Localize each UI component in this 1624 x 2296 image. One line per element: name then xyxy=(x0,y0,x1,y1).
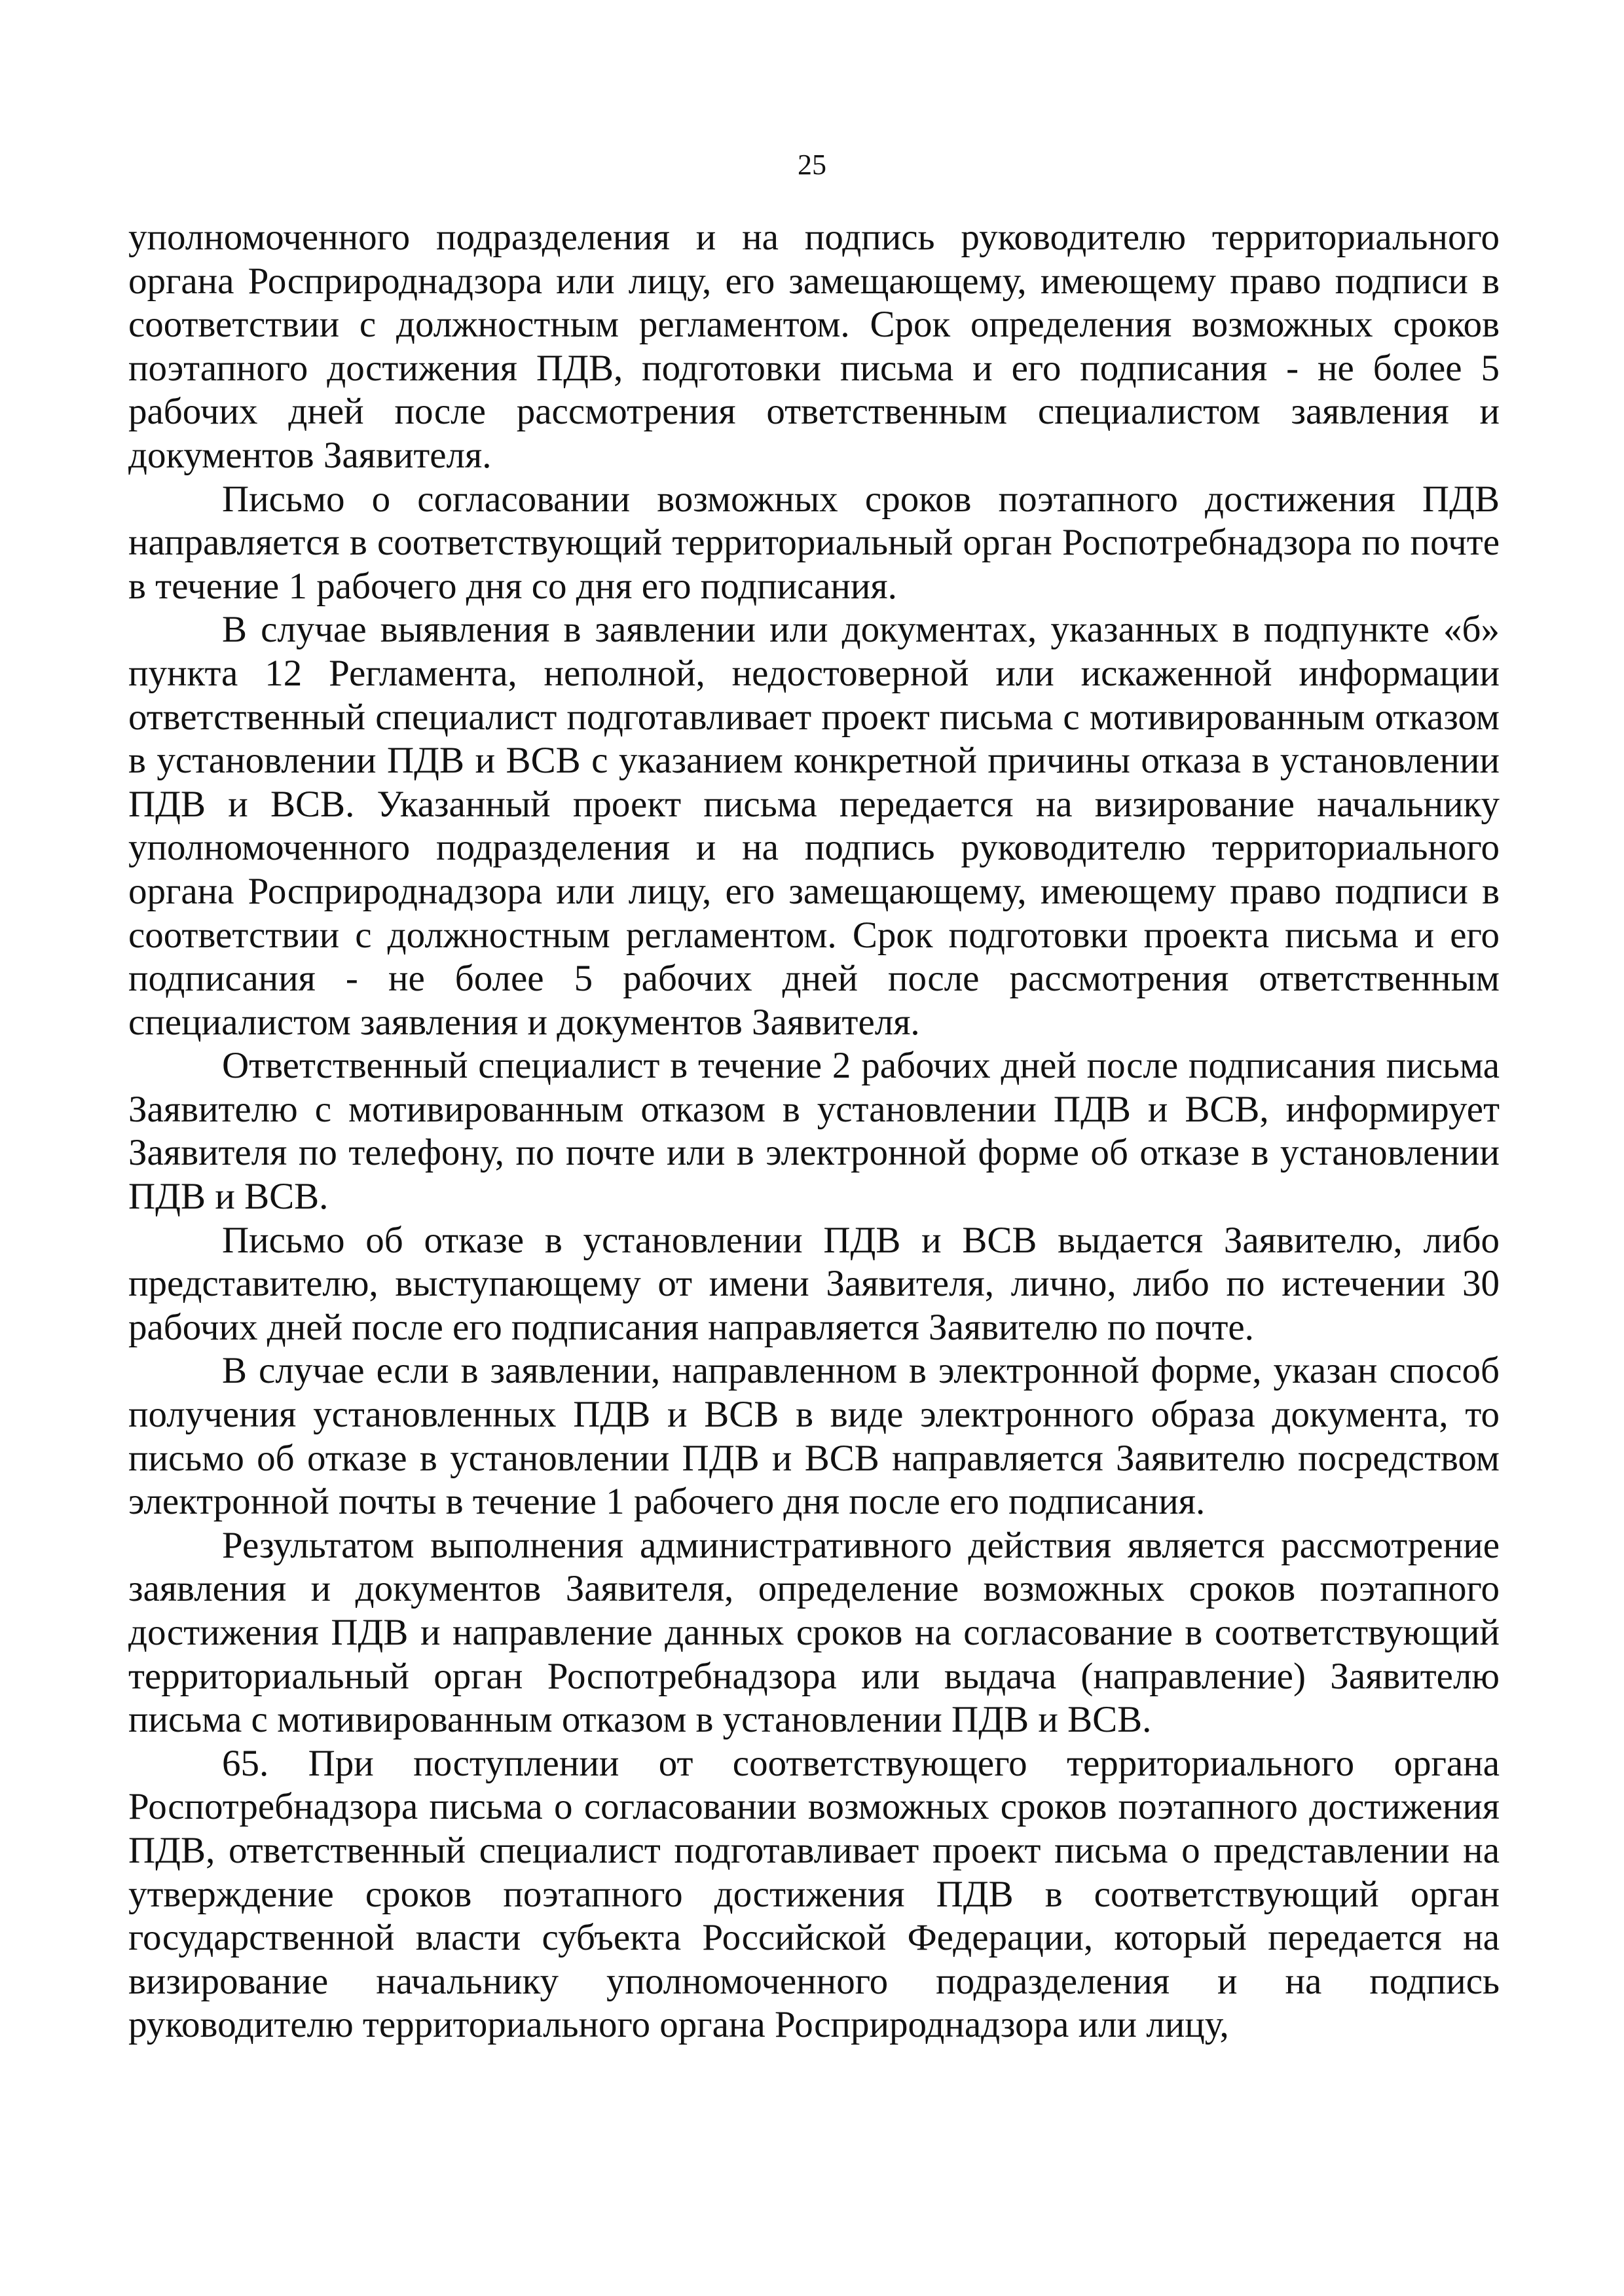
paragraph-item-65: 65. При поступлении от соответствующего территориального органа Роспотребнадзора письма о согласовании возможных сроков поэтапного достижения ПДВ, ответственный специалист подготавливает проект письма о представлении на утверждение сроков поэтапного достижения ПДВ в соответствующий орган государственной власти субъекта Российской Федерации, который передается на визирование начальнику уполномоченного подразделения и на подпись руководителю территориального органа Росприроднадзора или лицу, xyxy=(128,1742,1500,2046)
paragraph-letter-sending: Письмо о согласовании возможных сроков поэтапного достижения ПДВ направляется в соответствующий территориальный орган Роспотребнадзора по почте в течение 1 рабочего дня со дня его подписания. xyxy=(128,478,1500,607)
paragraph-incomplete-info: В случае выявления в заявлении или документах, указанных в подпункте «б» пункта 12 Регламента, неполной, недостоверной или искаженной информации ответственный специалист подготавливает проект письма с мотивированным отказом в установлении ПДВ и ВСВ с указанием конкретной причины отказа в установлении ПДВ и ВСВ. Указанный проект письма передается на визирование начальнику уполномоченного подразделения и на подпись руководителю территориального органа Росприроднадзора или лицу, его замещающему, имеющему право подписи в соответствии с должностным регламентом. Срок подготовки проекта письма и его подписания - не более 5 рабочих дней после рассмотрения ответственным специалистом заявления и документов Заявителя. xyxy=(128,609,1500,1043)
paragraph-electronic-form: В случае если в заявлении, направленном в электронной форме, указан способ получения установленных ПДВ и ВСВ в виде электронного образа документа, то письмо об отказе в установлении ПДВ и ВСВ направляется Заявителю посредством электронной почты в течение 1 рабочего дня после его подписания. xyxy=(128,1350,1500,1523)
document-body xyxy=(128,216,1500,2047)
page-number: 25 xyxy=(798,149,826,181)
paragraph-inform-applicant: Ответственный специалист в течение 2 рабочих дней после подписания письма Заявителю с мотивированным отказом в установлении ПДВ и ВСВ, информирует Заявителя по телефону, по почте или в электронной форме об отказе в установлении ПДВ и ВСВ. xyxy=(128,1045,1500,1218)
paragraph-continuation: уполномоченного подразделения и на подпись руководителю территориального органа Росприроднадзора или лицу, его замещающему, имеющему право подписи в соответствии с должностным регламентом. Срок определения возможных сроков поэтапного достижения ПДВ, подготовки письма и его подписания - не более 5 рабочих дней после рассмотрения ответственным специалистом заявления и документов Заявителя. xyxy=(128,217,1500,476)
paragraph-refusal-delivery: Письмо об отказе в установлении ПДВ и ВСВ выдается Заявителю, либо представителю, выступающему от имени Заявителя, лично, либо по истечении 30 рабочих дней после его подписания направляется Заявителю по почте. xyxy=(128,1219,1500,1348)
paragraph-result: Результатом выполнения административного действия является рассмотрение заявления и документов Заявителя, определение возможных сроков поэтапного достижения ПДВ и направление данных сроков на согласование в соответствующий территориальный орган Роспотребнадзора или выдача (направление) Заявителю письма с мотивированным отказом в установлении ПДВ и ВСВ. xyxy=(128,1524,1500,1741)
